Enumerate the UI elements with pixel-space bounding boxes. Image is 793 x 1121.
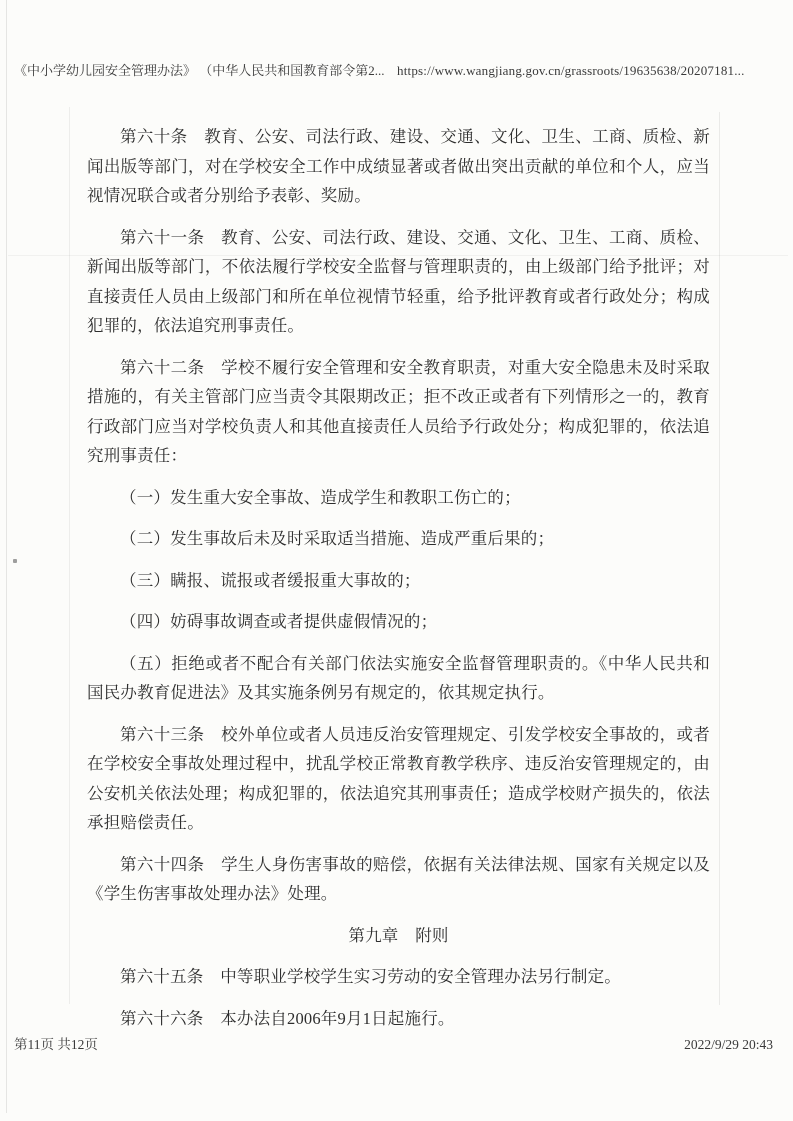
list-item-3: （三）瞒报、谎报或者缓报重大事故的； xyxy=(120,570,421,590)
list-item-1: （一）发生重大安全事故、造成学生和教职工伤亡的； xyxy=(120,487,521,507)
paragraph-article-64: 第六十四条 学生人身伤害事故的赔偿，依据有关法律法规、国家有关规定以及《学生伤害事故处理办法》处理。 xyxy=(87,854,710,903)
chapter-heading: 第九章 附则 xyxy=(348,925,449,945)
print-header-document-title: 《中小学幼儿园安全管理办法》 （中华人民共和国教育部令第2... xyxy=(14,63,385,78)
scan-artifact-speck xyxy=(13,559,17,563)
scan-artifact-right-line xyxy=(719,112,720,1005)
scan-artifact-inner-left-line xyxy=(69,107,70,1004)
list-item-4: （四）妨碍事故调查或者提供虚假情况的； xyxy=(120,612,438,631)
print-footer-timestamp: 2022/9/29 20:43 xyxy=(684,1037,773,1052)
list-item-2: （二）发生事故后未及时采取适当措施、造成严重后果的； xyxy=(120,529,555,548)
print-header-url: https://www.wangjiang.gov.cn/grassroots/19635638/20207181... xyxy=(397,63,745,78)
paragraph-article-66: 第六十六条 本办法自2006年9月1日起施行。 xyxy=(120,1008,455,1028)
paragraph-article-63: 第六十三条 校外单位或者人员违反治安管理规定、引发学校安全事故的，或者在学校安全事故处理过程中，扰乱学校正常教育教学秩序、违反治安管理规定的，由公安机关依法处理；构成犯罪的，依法追究其刑事责任；造成学校财产损失的，依法承担赔偿责任。 xyxy=(87,724,710,832)
scan-artifact-left-edge-line xyxy=(6,0,7,1113)
paragraph-article-62: 第六十二条 学校不履行安全管理和安全教育职责，对重大安全隐患未及时采取措施的，有关主管部门应当责令其限期改正；拒不改正或者有下列情形之一的，教育行政部门应当对学校负责人和其他直接责任人员给予行政处分；构成犯罪的，依法追究刑事责任： xyxy=(87,357,710,465)
paragraph-article-60: 第六十条 教育、公安、司法行政、建设、交通、文化、卫生、工商、质检、新闻出版等部门，对在学校安全工作中成绩显著或者做出突出贡献的单位和个人，应当视情况联合或者分别给予表彰、奖励。 xyxy=(87,127,710,205)
paragraph-article-65: 第六十五条 中等职业学校学生实习劳动的安全管理办法另行制定。 xyxy=(120,967,621,986)
list-item-5: （五）拒绝或者不配合有关部门依法实施安全监督管理职责的。《中华人民共和国民办教育促进法》及其实施条例另有规定的，依其规定执行。 xyxy=(87,653,710,702)
print-footer-page-number: 第11页 共12页 xyxy=(14,1037,98,1052)
paragraph-article-61: 第六十一条 教育、公安、司法行政、建设、交通、文化、卫生、工商、质检、新闻出版等部门，不依法履行学校安全监督与管理职责的，由上级部门给予批评；对直接责任人员由上级部门和所在单位视情节轻重，给予批评教育或者行政处分；构成犯罪的，依法追究刑事责任。 xyxy=(87,227,710,335)
document-body xyxy=(87,122,710,1045)
